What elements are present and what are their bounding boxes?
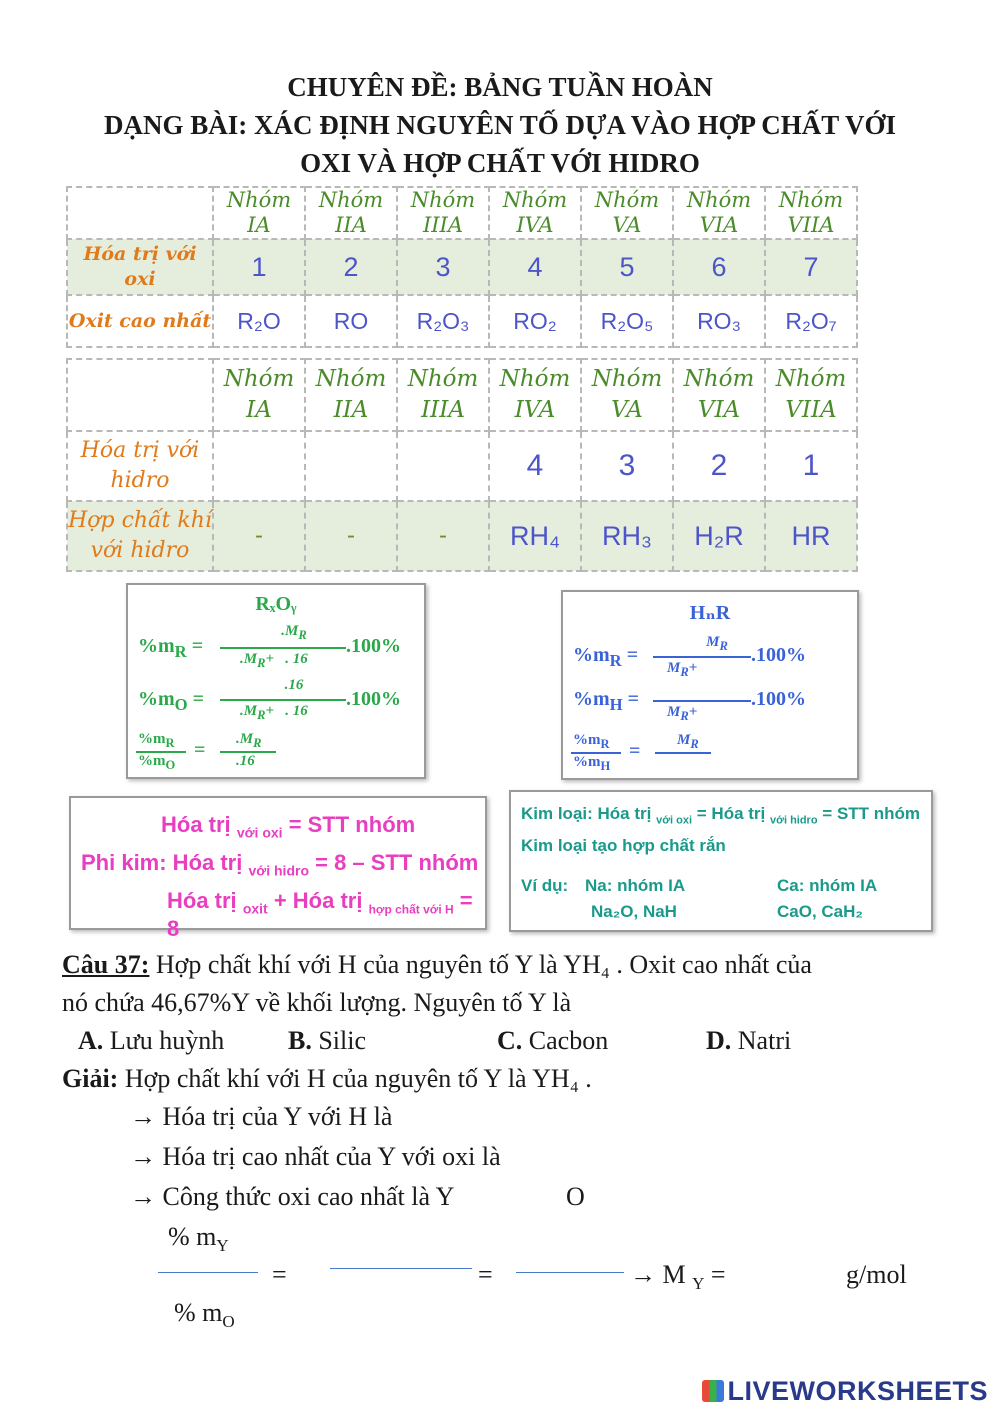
rule-nonmetal-hydrogen: Phi kim: Hóa trị $_{với hidro}$ = 8 – STT nhóm: [81, 850, 479, 879]
title-line-1: CHUYÊN ĐỀ: BẢNG TUẦN HOÀN: [287, 72, 713, 102]
fraction-bar: [655, 752, 711, 754]
oxide-cell: R₂O₃: [397, 295, 489, 347]
fraction-bar: [220, 699, 346, 701]
hydride-formula-heading: HₙR: [689, 602, 731, 624]
example-ca-group: Ca: nhóm IA: [777, 876, 878, 895]
equals-sign: =: [194, 739, 206, 761]
oxide-cell: R₂O₇: [765, 295, 857, 347]
valence-h-cell: [213, 431, 305, 501]
hydride-formula-box: [561, 590, 859, 780]
equals-sign-1: =: [272, 1260, 287, 1289]
hydride-cell: -: [397, 501, 489, 571]
hydride-table: [66, 358, 858, 572]
liveworksheets-logo: LIVEWORKSHEETS: [702, 1376, 988, 1407]
oxide-cell: R₂O: [213, 295, 305, 347]
valence-h-cell: [305, 431, 397, 501]
oxide-cell: RO: [305, 295, 397, 347]
solution-step-2: → Hóa trị cao nhất của Y với oxi là: [130, 1142, 501, 1171]
group-header: Nhóm IA: [213, 359, 305, 431]
option-b[interactable]: B. Silic: [288, 1026, 367, 1055]
oxide-table: [66, 186, 858, 348]
group-header: Nhóm VIA: [673, 359, 765, 431]
ratio-denominator-label: % $m_O$: [174, 1298, 235, 1332]
group-header: Nhóm VA: [581, 187, 673, 239]
row-label-valence-hydrogen: Hóa trị với hidro: [67, 431, 213, 501]
hydride-cell: -: [213, 501, 305, 571]
ratio-denominator: $\%m_O$: [138, 753, 176, 772]
oxide-formula-heading: RₓOᵧ: [255, 593, 297, 615]
valence-cell: 6: [673, 239, 765, 295]
valence-cell: 5: [581, 239, 673, 295]
hydride-cell: HR: [765, 501, 857, 571]
group-header: Nhóm IA: [213, 187, 305, 239]
molar-mass-result: → M $_Y$ =: [630, 1260, 726, 1294]
ratio-denominator: .16: [236, 753, 255, 769]
rule-metal-solid: Kim loại tạo hợp chất rắn: [521, 836, 726, 855]
option-d[interactable]: D. Natri: [706, 1026, 792, 1055]
group-header: Nhóm IIIA: [397, 359, 489, 431]
percent-mass-h-label: $\%m_H$ =: [573, 688, 640, 714]
ratio-numerator-label: % $m_Y$: [168, 1222, 229, 1256]
oxide-o-symbol: O: [566, 1182, 585, 1211]
question-text-line1: Câu 37: Hợp chất khí với H của nguyên tố Y là YH₄ . Oxit cao nhất của: [62, 950, 812, 979]
rule-valence-sum: Hóa trị $_{oxit}$ + Hóa trị $_{hợp chất với H}$ = 8: [167, 888, 473, 942]
group-header: Nhóm IIA: [305, 359, 397, 431]
group-header: Nhóm VA: [581, 359, 673, 431]
option-a[interactable]: A. Lưu huỳnh: [78, 1026, 225, 1055]
hydride-cell: RH₃: [581, 501, 673, 571]
valence-h-cell: 1: [765, 431, 857, 501]
times-100-percent: .100%: [751, 688, 806, 710]
times-100-percent: .100%: [346, 635, 401, 657]
option-c[interactable]: C. Cacbon: [497, 1026, 609, 1055]
ratio-numerator: $\%m_R$: [573, 732, 610, 751]
valence-h-cell: 3: [581, 431, 673, 501]
group-header: Nhóm VIIA: [765, 359, 857, 431]
ratio-denominator: $\%m_H$: [573, 754, 611, 773]
ratio-numerator: $M_R$: [677, 732, 699, 751]
rule-valence-oxygen: Hóa trị $_{với oxi}$ = STT nhóm: [161, 812, 416, 841]
fraction-bar: [653, 656, 751, 658]
metal-rules-box: [509, 790, 933, 932]
solution-intro: Giải: Hợp chất khí với H của nguyên tố Y là YH₄ .: [62, 1064, 592, 1093]
title-line-2: DẠNG BÀI: XÁC ĐỊNH NGUYÊN TỐ DỰA VÀO HỢP CHẤT VỚI: [103, 110, 897, 140]
fraction-numerator: $.M_R$: [281, 623, 307, 642]
valence-h-cell: 2: [673, 431, 765, 501]
solution-label: Giải:: [62, 1064, 119, 1093]
percent-mass-o-label: $\%m_O$ =: [138, 688, 205, 714]
group-header: Nhóm IIIA: [397, 187, 489, 239]
percent-mass-r-label: $\%m_R$ =: [573, 644, 639, 670]
solution-step-3: → Công thức oxi cao nhất là Y: [130, 1182, 455, 1211]
valence-cell: 4: [489, 239, 581, 295]
answer-blank-1[interactable]: [158, 1272, 258, 1273]
oxide-formula-box: [126, 583, 426, 779]
rule-metal-valence: Kim loại: Hóa trị $_{với oxi}$ = Hóa trị $_{với hidro}$ = STT nhóm: [521, 804, 921, 827]
hydride-cell: RH₄: [489, 501, 581, 571]
fraction-denominator: $M_R+$: [667, 660, 698, 679]
row-label-highest-oxide: Oxit cao nhất: [67, 295, 213, 347]
unit-label: g/mol: [846, 1260, 907, 1289]
hydride-cell: H₂R: [673, 501, 765, 571]
fraction-numerator: $M_R$: [706, 634, 728, 653]
equals-sign: =: [629, 740, 641, 762]
logo-icon: [702, 1380, 724, 1402]
question-label: Câu 37:: [62, 950, 150, 979]
group-header: Nhóm IVA: [489, 187, 581, 239]
example-na-compounds: Na₂O, NaH: [591, 902, 677, 921]
fraction-bar: [653, 700, 751, 702]
valence-h-cell: 4: [489, 431, 581, 501]
group-header: Nhóm IVA: [489, 359, 581, 431]
valence-cell: 1: [213, 239, 305, 295]
valence-h-cell: [397, 431, 489, 501]
row-label-gaseous-hydride: Hợp chất khí với hidro: [67, 501, 213, 571]
example-na-group: Na: nhóm IA: [585, 876, 686, 895]
ratio-numerator: $\%m_R$: [138, 731, 175, 750]
valence-rules-box: [69, 796, 487, 942]
corner-cell: [67, 187, 213, 239]
group-header: Nhóm IIA: [305, 187, 397, 239]
example-label: Ví dụ:: [521, 876, 569, 895]
times-100-percent: .100%: [346, 688, 401, 710]
valence-cell: 7: [765, 239, 857, 295]
answer-blank-2[interactable]: [330, 1268, 472, 1269]
valence-cell: 2: [305, 239, 397, 295]
group-header: Nhóm VIA: [673, 187, 765, 239]
fraction-numerator: .16: [284, 677, 304, 693]
example-ca-compounds: CaO, CaH₂: [777, 902, 863, 921]
hydride-cell: -: [305, 501, 397, 571]
oxide-cell: RO₂: [489, 295, 581, 347]
question-text-line2: nó chứa 46,67%Y về khối lượng. Nguyên tố Y là: [62, 988, 572, 1017]
equals-sign-2: =: [478, 1260, 493, 1289]
title-line-3: OXI VÀ HỢP CHẤT VỚI HIDRO: [300, 148, 700, 178]
fraction-bar: [220, 647, 346, 649]
oxide-cell: R₂O₅: [581, 295, 673, 347]
oxide-cell: RO₃: [673, 295, 765, 347]
fraction-denominator: $.M_R+$ . 16: [240, 703, 308, 722]
fraction-denominator: $M_R+$: [667, 704, 698, 723]
fraction-denominator: $.M_R+$ . 16: [240, 651, 308, 670]
percent-mass-r-label: $\%m_R$ =: [138, 635, 204, 661]
ratio-numerator: $.M_R$: [236, 731, 262, 750]
row-label-valence-oxygen: Hóa trị với oxi: [67, 239, 213, 295]
group-header: Nhóm VIIA: [765, 187, 857, 239]
valence-cell: 3: [397, 239, 489, 295]
times-100-percent: .100%: [751, 644, 806, 666]
solution-step-1: → Hóa trị của Y với H là: [130, 1102, 393, 1131]
corner-cell: [67, 359, 213, 431]
answer-blank-3[interactable]: [516, 1272, 624, 1273]
